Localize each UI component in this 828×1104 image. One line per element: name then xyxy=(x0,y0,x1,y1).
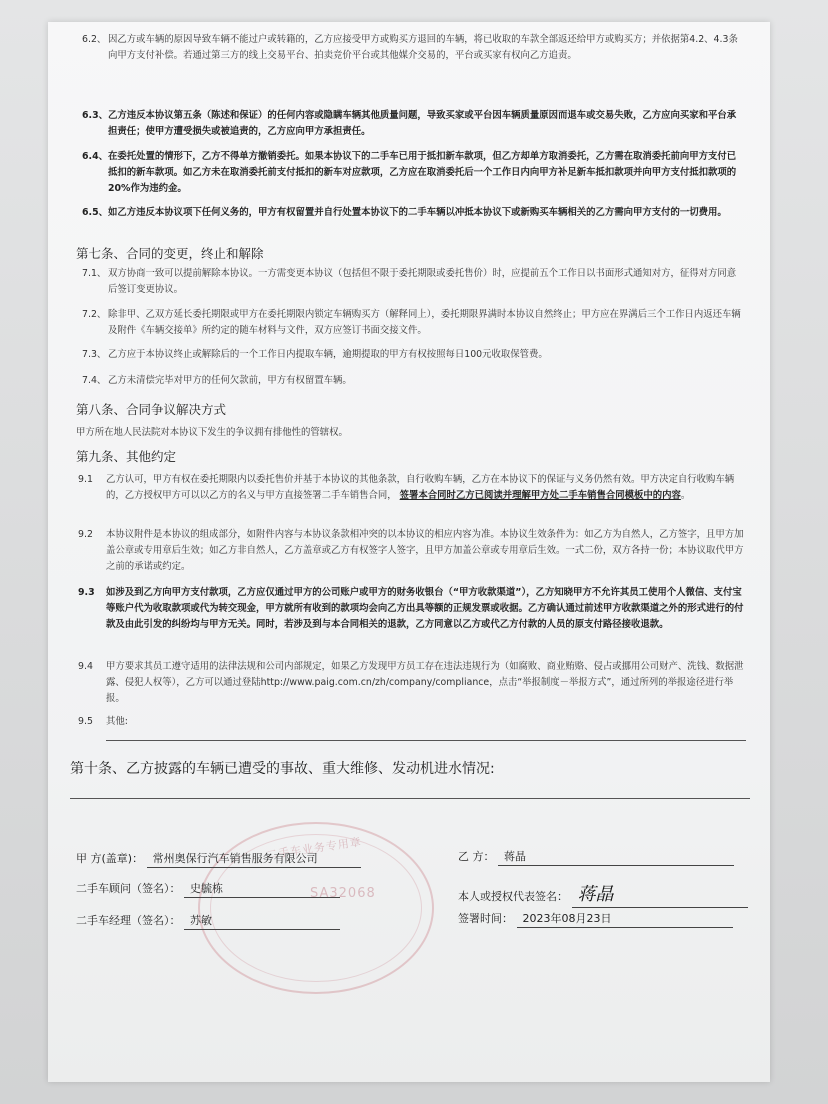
clause-7-2: 7.2、 除非甲、乙双方延长委托期限或甲方在委托期限内锁定车辆购买方（解释同上），委托期限界满时本协议自然终止；甲方应在界满后三个工作日内返还车辆及附件《车辆交接单》所约定的随车材料与文件，双方应签订书面交接文件。 xyxy=(82,309,741,336)
company-seal-stamp xyxy=(198,822,434,994)
section-9-title: 第九条、其他约定 xyxy=(76,449,177,464)
party-a-row: 甲 方(盖章)： 常州奥保行汽车销售服务有限公司 xyxy=(76,850,361,868)
disclosure-blank-line xyxy=(70,798,750,799)
clause-9-2: 9.2 本协议附件是本协议的组成部分，如附件内容与本协议条款相冲突的以本协议的相应内容为准。本协议生效条件为：如乙方为自然人，乙方签字，且甲方加盖公章或专用章后生效；如乙方非自然人，乙方盖章或乙方有权签字人签字，且甲方加盖公章或专用章后生效。一式二份，双方各持一份；本协议取代甲方之前的承诺或约定。 xyxy=(78,529,744,572)
date-value: 2023年08月23日 xyxy=(517,910,733,928)
section-8-title: 第八条、合同争议解决方式 xyxy=(76,402,227,417)
clause-6-2: 6.2、 因乙方或车辆的原因导致车辆不能过户或转籍的，乙方应接受甲方或购买方退回的车辆，将已收取的车款全部返还给甲方或购买方；并依据第4.2、4.3条向甲方支付补偿。若通过第三方的线上交易平台、拍卖竞价平台或其他媒介交易的，平台或买家有权向乙方追责。 xyxy=(82,34,738,61)
clause-7-1: 7.1、 双方协商一致可以提前解除本协议。一方需变更本协议（包括但不限于委托期限或委托售价）时，应提前五个工作日以书面形式通知对方，征得对方同意后签订变更协议。 xyxy=(82,268,737,295)
clause-6-4: 6.4、 在委托处置的情形下，乙方不得单方撤销委托。如果本协议下的二手车已用于抵扣新车款项，但乙方却单方取消委托，乙方需在取消委托前向甲方支付已抵扣的新车款项。如乙方未在取消委托前支付抵扣的新车对应款项，乙方应在取消委托后一个工作日内向甲方补足新车抵扣款项并向甲方支付抵扣款项的20%作为违约金。 xyxy=(82,151,737,194)
advisor-value: 史毓栋 xyxy=(184,880,340,898)
party-b-value: 蒋晶 xyxy=(498,848,734,866)
manager-value: 苏敏 xyxy=(184,912,340,930)
handwritten-signature: 蒋晶 xyxy=(572,880,748,908)
clause-9-1-emphasis: 签署本合同时乙方已阅读并理解甲方处二手车销售合同模板中的内容 xyxy=(399,490,681,501)
clause-7-4: 7.4、 乙方未清偿完毕对甲方的任何欠款前，甲方有权留置车辆。 xyxy=(82,375,352,386)
clause-6-5: 6.5、 如乙方违反本协议项下任何义务的，甲方有权留置并自行处置本协议下的二手车辆以冲抵本协议下或新购买车辆相关的乙方需向甲方支付的一切费用。 xyxy=(82,207,727,218)
seal-title-text: 二手车业务专用章 xyxy=(265,835,363,862)
section-7-title: 第七条、合同的变更，终止和解除 xyxy=(76,246,264,261)
contract-page xyxy=(48,22,770,1082)
party-a-value: 常州奥保行汽车销售服务有限公司 xyxy=(147,850,361,868)
party-b-row: 乙 方： 蒋晶 xyxy=(458,848,734,866)
seal-code-text: SA32068 xyxy=(310,886,376,901)
section-10-title: 第十条、乙方披露的车辆已遭受的事故、重大维修、发动机进水情况: xyxy=(70,761,495,777)
clause-9-5: 9.5 其他: xyxy=(78,716,128,727)
advisor-row: 二手车顾问（签名）： 史毓栋 xyxy=(76,880,340,898)
section-8-text: 甲方所在地人民法院对本协议下发生的争议拥有排他性的管辖权。 xyxy=(76,427,348,438)
clause-6-3: 6.3、 乙方违反本协议第五条（陈述和保证）的任何内容或隐瞒车辆其他质量问题，导致买家或平台因车辆质量原因而退车或交易失败，乙方应向买家和平台承担责任；使甲方遭受损失或被追责的，乙方应向甲方承担责任。 xyxy=(82,110,737,137)
rep-signature-row: 本人或授权代表签名： 蒋晶 xyxy=(458,880,748,908)
other-blank-line xyxy=(106,740,746,741)
clause-9-3: 9.3 如涉及到乙方向甲方支付款项，乙方应仅通过甲方的公司账户或甲方的财务收银台（“甲方收款渠道”），乙方知晓甲方不允许其员工使用个人微信、支付宝等账户代为收取款项或代为转交现金，甲方就所有收到的款项均会向乙方出具等额的正规发票或收据。乙方确认通过前述甲方收款渠道之外的形式进行的付款及由此引发的纠纷均与甲方无关。同时，若涉及到与本合同相关的退款，乙方同意以乙方或代乙方付款的人员的原支付路径接收退款。 xyxy=(78,587,744,630)
clause-7-3: 7.3、 乙方应于本协议终止或解除后的一个工作日内提取车辆，逾期提取的甲方有权按照每日100元收取保管费。 xyxy=(82,349,548,360)
clause-9-4: 9.4 甲方要求其员工遵守适用的法律法规和公司内部规定，如果乙方发现甲方员工存在违法违规行为（如腐败、商业贿赂、侵占或挪用公司财产、洗钱、数据泄露、侵犯人权等），乙方可以通过登陆http://www.paig.com.cn/zh/company/compliance，点击“举报制度－举报方式”，通过所列的举报途径进行举报。 xyxy=(78,661,744,704)
manager-row: 二手车经理（签名）： 苏敏 xyxy=(76,912,340,930)
date-row: 签署时间： 2023年08月23日 xyxy=(458,910,733,928)
clause-9-1: 9.1 乙方认可，甲方有权在委托期限内以委托售价并基于本协议的其他条款，自行收购车辆，乙方在本协议下的保证与义务仍然有效。甲方决定自行收购车辆的，乙方授权甲方可以以乙方的名义与甲方直接签署二手车销售合同， 签署本合同时乙方已阅读并理解甲方处二手车销售合同模板中的内容。 xyxy=(78,474,735,501)
